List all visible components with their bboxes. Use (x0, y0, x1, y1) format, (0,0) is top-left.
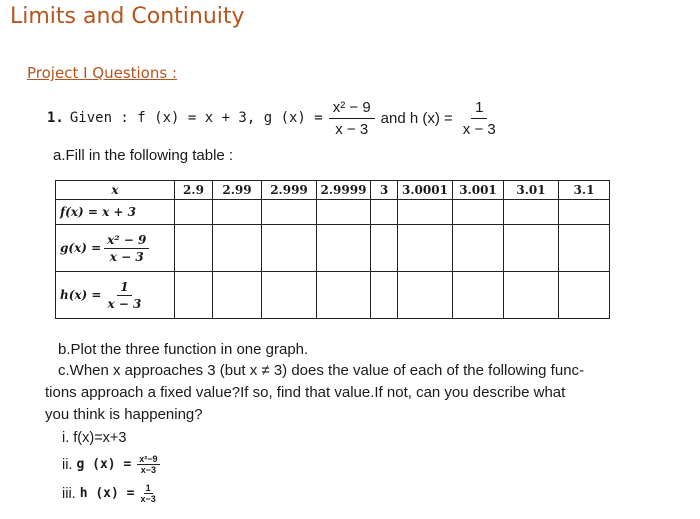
item-iii-label: iii. (62, 485, 76, 502)
table-cell[interactable] (453, 225, 504, 272)
part-a-text: a.Fill in the following table : (53, 147, 234, 164)
x-value-cell: 3.1 (559, 181, 610, 200)
row-label-h: h(x) = $\frac{1}{x - 3}$ (56, 272, 175, 319)
table-cell[interactable] (262, 225, 317, 272)
table-row-h (56, 272, 610, 319)
given-prefix: Given : f (x) = x + 3, g (x) = (69, 110, 323, 126)
g-numerator: x² − 9 (329, 99, 375, 119)
question-number: 1. (47, 110, 64, 126)
table-cell[interactable] (559, 225, 610, 272)
item-i-label: i. f(x)=x+3 (62, 430, 127, 446)
table-cell[interactable] (213, 272, 262, 319)
table-cell[interactable] (213, 225, 262, 272)
x-value-cell: 3.01 (504, 181, 559, 200)
and-h-label: and h (x) = (380, 109, 453, 127)
section-heading: Project I Questions : (27, 64, 178, 82)
item-iii-fraction: $\frac{1}{x-3}$ (140, 483, 156, 504)
table-cell[interactable] (262, 272, 317, 319)
item-ii-fn: g (x) = (76, 457, 132, 472)
row-label-g: g(x) = $\frac{\text{x² − 9}}{x - 3}$ (56, 225, 175, 272)
part-b-text: b.Plot the three function in one graph. (58, 341, 309, 358)
x-value-cell: 2.9 (175, 181, 213, 200)
part-c-line-2: tions approach a fixed value?If so, find that value.If not, can you describe what (45, 384, 566, 401)
table-cell[interactable] (398, 272, 453, 319)
x-value-cell: 2.99 (213, 181, 262, 200)
x-value-cell: 3.0001 (398, 181, 453, 200)
x-value-cell: 3 (371, 181, 398, 200)
h-numerator: 1 (471, 99, 487, 119)
table-cell[interactable] (175, 272, 213, 319)
x-value-cell: 2.999 (262, 181, 317, 200)
h-denominator: x − 3 (462, 120, 496, 138)
table-cell[interactable] (175, 200, 213, 225)
item-ii-label: ii. (62, 456, 73, 473)
table-cell[interactable] (371, 225, 398, 272)
table-cell[interactable] (504, 272, 559, 319)
table-cell[interactable] (371, 200, 398, 225)
x-value-cell: 2.9999 (317, 181, 371, 200)
table-cell[interactable] (213, 200, 262, 225)
g-fraction (329, 99, 375, 138)
table-row-f (56, 200, 610, 225)
item-ii (62, 454, 160, 475)
table-cell[interactable] (371, 272, 398, 319)
h-fraction (459, 99, 500, 138)
item-iii-fn: h (x) = (79, 486, 135, 501)
table-cell[interactable] (504, 225, 559, 272)
table-cell[interactable] (317, 272, 371, 319)
table-row-g (56, 225, 610, 272)
part-c-line-3: you think is happening? (45, 406, 203, 423)
table-cell[interactable] (398, 225, 453, 272)
table-cell[interactable] (398, 200, 453, 225)
item-i (62, 430, 126, 446)
table-cell[interactable] (175, 225, 213, 272)
table-cell[interactable] (559, 200, 610, 225)
page-title: Limits and Continuity (10, 4, 245, 29)
part-c-line-1: c.When x approaches 3 (but x ≠ 3) does the value of each of the following func- (58, 362, 585, 379)
table-header-row (56, 181, 610, 200)
x-value-cell: 3.001 (453, 181, 504, 200)
row-label-f: f(x) = x + 3 (56, 200, 175, 225)
table-cell[interactable] (317, 225, 371, 272)
x-header-cell: x (56, 181, 175, 200)
table-cell[interactable] (559, 272, 610, 319)
table-cell[interactable] (262, 200, 317, 225)
table-cell[interactable] (453, 200, 504, 225)
values-table (55, 180, 610, 319)
table-cell[interactable] (504, 200, 559, 225)
table-cell[interactable] (453, 272, 504, 319)
item-ii-fraction: $\frac{\text{x²−9}}{x-3}$ (139, 454, 158, 475)
question-1-given (47, 98, 506, 138)
table-cell[interactable] (317, 200, 371, 225)
g-denominator: x − 3 (335, 120, 369, 138)
item-iii (62, 483, 156, 504)
